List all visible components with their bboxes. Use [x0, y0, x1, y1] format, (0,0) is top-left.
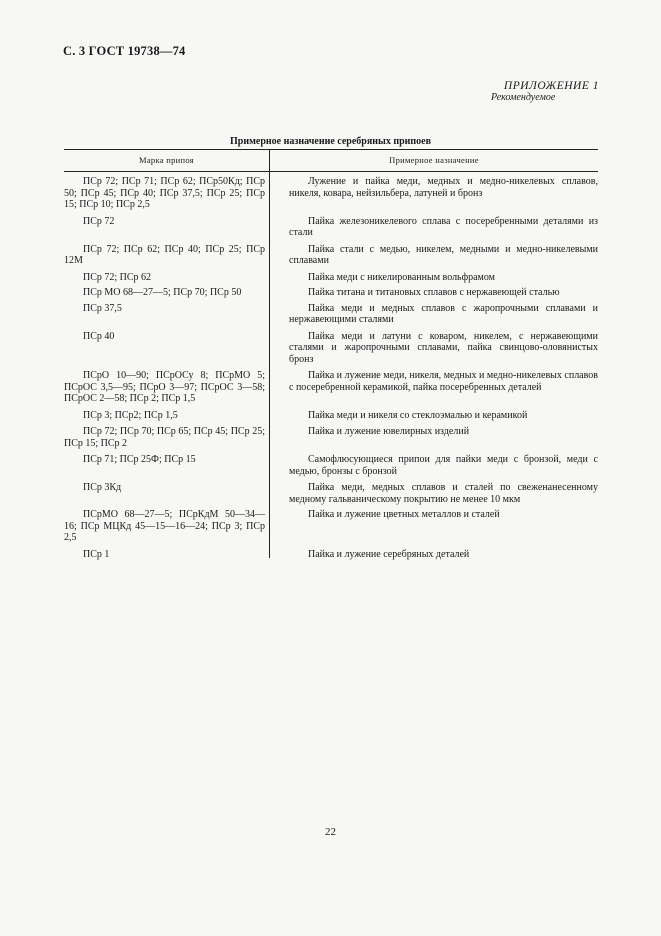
table-row — [64, 421, 598, 449]
purpose-cell: Пайка меди и медных сплавов с жаропрочными сплавами и нержавеющими сталями — [289, 302, 598, 325]
purpose-cell: Самофлюсующиеся припои для пайки меди с бронзой, меди с медью, бронзы с бронзой — [289, 454, 598, 477]
purpose-cell: Пайка меди и никеля со стеклоэмалью и керамикой — [308, 409, 528, 421]
table-row — [64, 283, 598, 299]
brand-cell: ПСр 1 — [83, 548, 110, 560]
brand-cell: ПСрМО 68—27—5; ПСрКдМ 50—34—16; ПСр МЦКд 45—15—16—24; ПСр 3; ПСр 2,5 — [64, 509, 265, 543]
appendix-label — [479, 80, 599, 103]
purpose-cell: Пайка меди и латуни с коваром, никелем, с нержавеющими сталями и жаропрочными сплавами, пайка свинцово-оловянистых бронз — [289, 330, 598, 365]
purpose-cell: Пайка и лужение цветных металлов и сталей — [308, 509, 500, 520]
table-row — [64, 477, 598, 505]
page-header: С. 3 ГОСТ 19738—74 — [63, 44, 186, 58]
brand-cell: ПСр 72; ПСр 71; ПСр 62; ПСр50Кд; ПСр 50; ПСр 45; ПСр 40; ПСр 37,5; ПСр 25; ПСр 15; ПСр 10; ПСр 2,5 — [64, 176, 265, 210]
brand-cell: ПСр 71; ПСр 25Ф; ПСр 15 — [83, 454, 196, 465]
table-row — [64, 172, 598, 211]
brand-cell: ПСр 72; ПСр 70; ПСр 65; ПСр 45; ПСр 25; ПСр 15; ПСр 2 — [64, 426, 265, 449]
table-row — [64, 267, 598, 284]
table-row — [64, 211, 598, 239]
brand-cell: ПСр 3; ПСр2; ПСр 1,5 — [83, 409, 178, 421]
table-body — [64, 172, 598, 560]
purpose-cell: Пайка стали с медью, никелем, медными и медно-никелевыми сплавами — [289, 243, 598, 266]
brand-cell: ПСр 72; ПСр 62 — [83, 271, 152, 283]
appendix-title: ПРИЛОЖЕНИЕ 1 — [503, 80, 599, 92]
brand-cell: ПСр 3Кд — [83, 482, 122, 493]
table-header — [64, 150, 598, 172]
table-row — [64, 449, 598, 477]
purpose-cell: Лужение и пайка меди, медных и медно-никелевых сплавов, никеля, ковара, нейзильбера, латуней и бронз — [289, 176, 598, 199]
table-row — [64, 326, 598, 366]
page-number: 22 — [325, 826, 336, 838]
purpose-cell: Пайка и лужение меди, никеля, медных и медно-никелевых сплавов с посеребренной керамикой, пайка посеребренных деталей — [289, 370, 598, 393]
brand-cell: ПСр 37,5 — [83, 302, 122, 314]
table-row — [64, 365, 598, 405]
purpose-cell: Пайка меди с никелированным вольфрамом — [308, 271, 495, 283]
table-row — [64, 544, 598, 561]
column-header-purpose: Примерное назначение — [389, 155, 479, 165]
brand-cell: ПСр 40 — [83, 330, 115, 342]
table-row — [64, 505, 598, 544]
brand-cell: ПСр МО 68—27—5; ПСр 70; ПСр 50 — [83, 287, 242, 298]
purpose-cell: Пайка и лужение серебряных деталей — [308, 548, 470, 560]
brand-cell: ПСр 72; ПСр 62; ПСр 40; ПСр 25; ПСр 12М — [64, 243, 265, 266]
purpose-cell: Пайка и лужение ювелирных изделий — [308, 426, 470, 437]
table-row — [64, 239, 598, 267]
column-header-brand: Марка припоя — [64, 150, 270, 171]
purpose-cell: Пайка железоникелевого сплава с посеребренными деталями из стали — [289, 215, 598, 238]
appendix-subtitle: Рекомендуемое — [491, 92, 556, 103]
brand-cell: ПСрО 10—90; ПСрОСу 8; ПСрМО 5; ПСрОС 3,5—95; ПСрО 3—97; ПСрОС 3—58; ПСрОС 2—58; ПСр 2; ПСр 1,5 — [64, 370, 265, 404]
purpose-cell: Пайка титана и титановых сплавов с нержавеющей сталью — [308, 287, 560, 298]
brand-cell: ПСр 72 — [83, 215, 115, 227]
purpose-cell: Пайка меди, медных сплавов и сталей по свеженанесенному медному гальваническому покрытию не менее 10 мкм — [289, 482, 598, 505]
table-title: Примерное назначение серебряных припоев — [229, 136, 432, 147]
table-row — [64, 405, 598, 422]
solder-table — [64, 149, 598, 560]
table-row — [64, 299, 598, 326]
